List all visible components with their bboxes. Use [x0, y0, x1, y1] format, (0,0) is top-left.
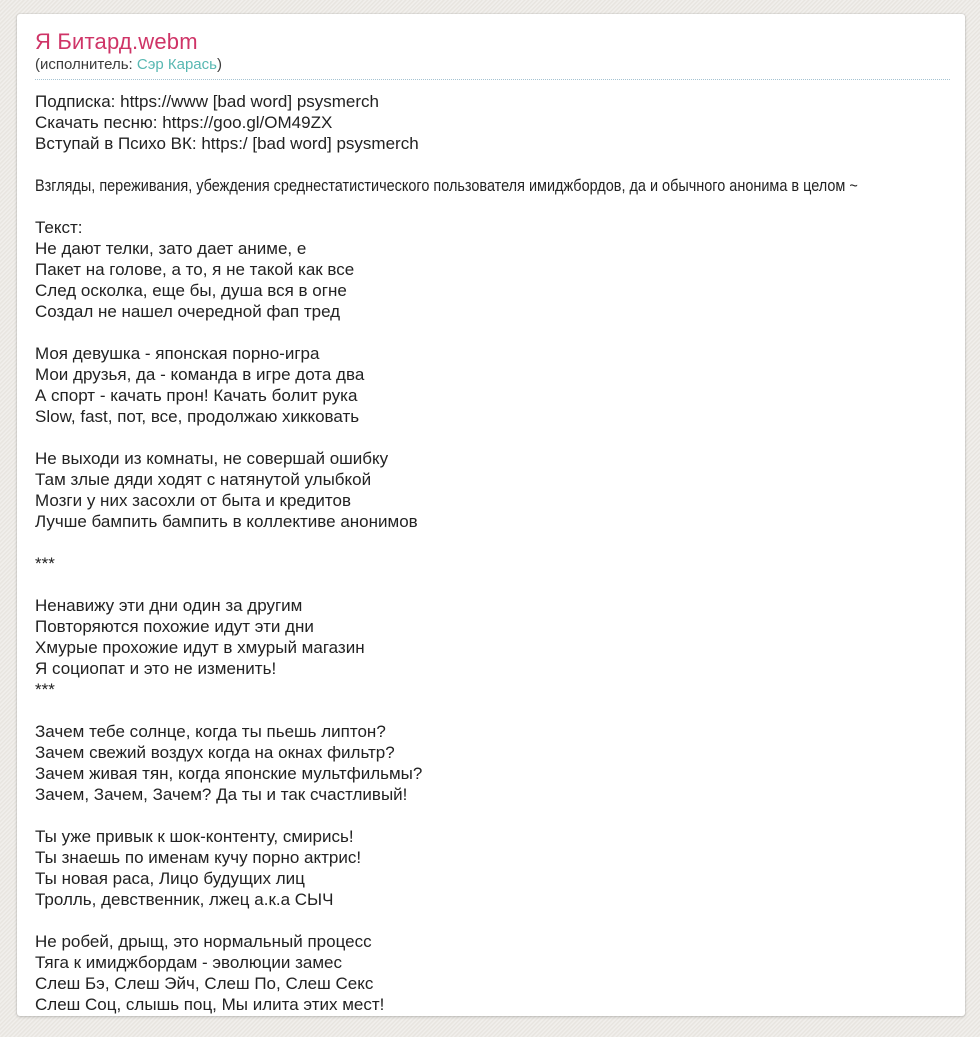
lyrics-line: Лучше бампить бампить в коллективе анонимов [35, 512, 418, 531]
lyrics-line: Пакет на голове, а то, я не такой как все [35, 260, 355, 279]
lyrics-line: Не робей, дрыщ, это нормальный процесс [35, 932, 372, 951]
lyrics-line: Мои друзья, да - команда в игре дота два [35, 365, 365, 384]
lyrics-line: Зачем живая тян, когда японские мультфильмы? [35, 764, 423, 783]
song-title: Я Битард.webm [35, 29, 198, 54]
lyrics-line: Моя девушка - японская порно-игра [35, 344, 320, 363]
lyrics-line: Тяга к имиджбордам - эволюции замес [35, 953, 342, 972]
artist-label: (исполнитель: [35, 56, 137, 73]
lyrics-block [35, 448, 950, 532]
lyrics-line: Вступай в Психо ВК: https:/ [bad word] psysmerch [35, 134, 419, 153]
lyrics-line: Хмурые прохожие идут в хмурый магазин [35, 638, 365, 657]
lyrics-line: Зачем, Зачем, Зачем? Да ты и так счастливый! [35, 785, 408, 804]
lyrics-line: Не выходи из комнаты, не совершай ошибку [35, 449, 389, 468]
lyrics-line [35, 574, 950, 595]
lyrics-line: Текст: [35, 218, 83, 237]
lyrics-line: Взгляды, переживания, убеждения среднестатистического пользователя имиджбордов, да и обычного анонима в целом ~ [35, 176, 858, 195]
lyrics-block [35, 931, 950, 1015]
lyrics-block [35, 826, 950, 910]
lyrics-card [17, 14, 965, 1016]
dotted-divider [35, 73, 950, 80]
artist-suffix: ) [216, 56, 222, 73]
lyrics-line: Ты новая раса, Лицо будущих лиц [35, 869, 305, 888]
lyrics-line: Повторяются похожие идут эти дни [35, 617, 314, 636]
lyrics-line: Слеш Соц, слышь поц, Мы илита этих мест! [35, 995, 385, 1014]
lyrics-line: След осколка, еще бы, душа вся в огне [35, 281, 347, 300]
lyrics-line: Ты уже привык к шок-контенту, смирись! [35, 827, 354, 846]
artist-link[interactable]: Сэр Карась [136, 56, 217, 73]
lyrics-line: Зачем свежий воздух когда на окнах фильтр? [35, 743, 395, 762]
lyrics-text [35, 91, 950, 1015]
lyrics-block [35, 217, 950, 322]
lyrics-line: Подписка: https://www [bad word] psysmerch [35, 92, 380, 111]
artist-line [35, 57, 950, 73]
lyrics-line: Не дают телки, зато дает аниме, е [35, 239, 307, 258]
lyrics-line: Я социопат и это не изменить! [35, 659, 277, 678]
lyrics-block [35, 721, 950, 805]
lyrics-block [35, 91, 950, 154]
lyrics-line: Slow, fast, пот, все, продолжаю хикковать [35, 407, 360, 426]
lyrics-line: Зачем тебе солнце, когда ты пьешь липтон? [35, 722, 386, 741]
lyrics-line: Скачать песню: https://goo.gl/OM49ZX [35, 113, 333, 132]
lyrics-block [35, 553, 950, 700]
lyrics-line: Тролль, девственник, лжец а.к.а СЫЧ [35, 890, 334, 909]
lyrics-line: Ненавижу эти дни один за другим [35, 596, 303, 615]
lyrics-block [35, 343, 950, 427]
lyrics-line: *** [35, 680, 55, 699]
lyrics-line: А спорт - качать прон! Качать болит рука [35, 386, 358, 405]
lyrics-line: Слеш Бэ, Слеш Эйч, Слеш По, Слеш Секс [35, 974, 374, 993]
lyrics-line: Там злые дяди ходят с натянутой улыбкой [35, 470, 372, 489]
lyrics-block [35, 175, 950, 196]
lyrics-line: *** [35, 554, 55, 573]
lyrics-line: Мозги у них засохли от быта и кредитов [35, 491, 352, 510]
lyrics-line: Создал не нашел очередной фап тред [35, 302, 341, 321]
lyrics-line: Ты знаешь по именам кучу порно актрис! [35, 848, 362, 867]
